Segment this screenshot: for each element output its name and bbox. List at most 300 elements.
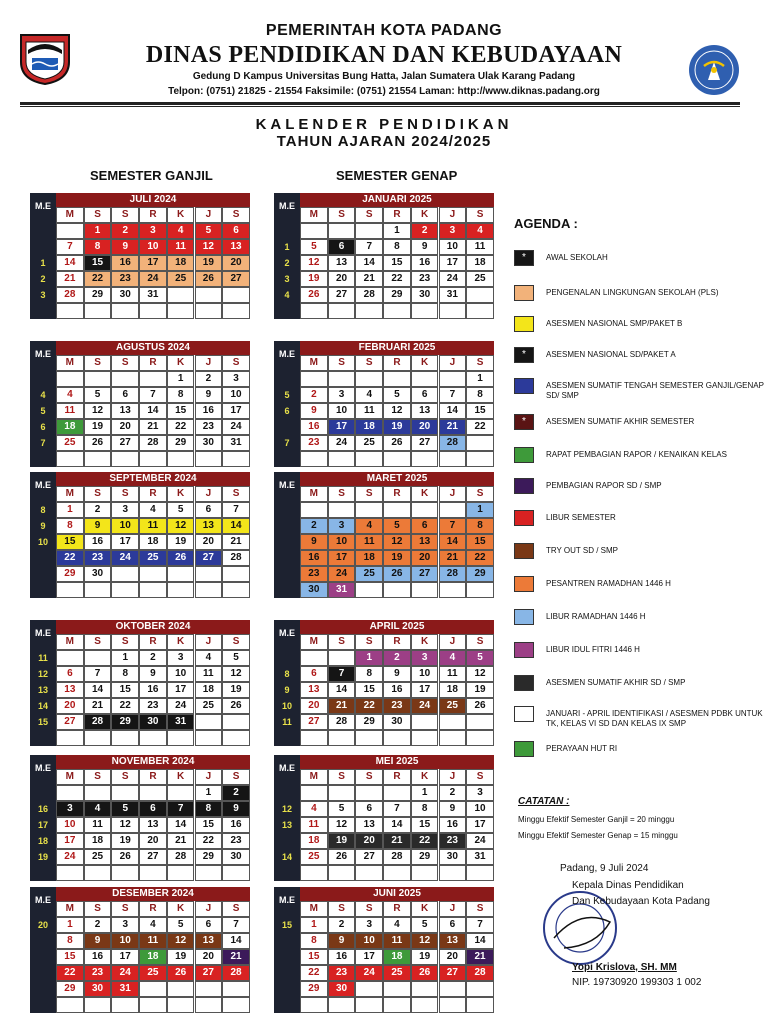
day-cell: 20 <box>56 698 84 714</box>
me-label: M.E <box>34 480 51 490</box>
weekday-header: S <box>466 769 494 785</box>
day-cell: 30 <box>139 714 167 730</box>
day-cell: 14 <box>139 403 167 419</box>
day-cell: 18 <box>56 419 84 435</box>
day-cell: 15 <box>195 817 223 833</box>
day-cell: 29 <box>355 714 383 730</box>
day-cell: 8 <box>355 666 383 682</box>
day-cell: 28 <box>56 287 84 303</box>
month-title: JULI 2024 <box>56 193 250 207</box>
weekday-header: M <box>300 207 328 223</box>
day-cell: 4 <box>439 650 467 666</box>
day-cell: 20 <box>439 949 467 965</box>
day-cell: 5 <box>383 387 411 403</box>
day-cell <box>56 730 84 746</box>
weekday-header: S <box>111 901 139 917</box>
weekday-header: J <box>195 769 223 785</box>
weekday-header: S <box>84 901 112 917</box>
day-cell: 5 <box>222 650 250 666</box>
effective-week-number: 4 <box>40 390 46 400</box>
day-cell: 11 <box>84 817 112 833</box>
weekday-header: K <box>411 207 439 223</box>
month-title: NOVEMBER 2024 <box>56 755 250 769</box>
day-cell: 13 <box>195 518 223 534</box>
day-cell: 1 <box>167 371 195 387</box>
day-cell <box>56 451 84 467</box>
agenda-color-swatch <box>514 378 534 394</box>
day-cell <box>411 997 439 1013</box>
day-cell: 28 <box>383 849 411 865</box>
day-cell: 15 <box>411 817 439 833</box>
day-cell: 22 <box>300 965 328 981</box>
day-cell <box>328 650 356 666</box>
day-cell: 14 <box>84 682 112 698</box>
day-cell <box>222 582 250 598</box>
day-cell: 11 <box>355 403 383 419</box>
weekday-header: M <box>300 901 328 917</box>
day-cell: 21 <box>328 698 356 714</box>
day-cell: 29 <box>195 849 223 865</box>
day-cell: 15 <box>466 403 494 419</box>
weekday-header: S <box>466 207 494 223</box>
day-cell: 9 <box>383 666 411 682</box>
day-cell: 21 <box>439 419 467 435</box>
day-cell: 12 <box>111 817 139 833</box>
day-cell <box>139 997 167 1013</box>
day-cell: 18 <box>355 550 383 566</box>
agenda-label: LIBUR IDUL FITRI 1446 H <box>546 645 640 654</box>
catatan-line: Minggu Efektif Semester Ganjil = 20 minggu <box>518 815 675 824</box>
day-cell: 22 <box>84 271 112 287</box>
day-cell <box>355 223 383 239</box>
weekday-header: S <box>466 486 494 502</box>
day-cell: 12 <box>195 239 223 255</box>
day-cell <box>56 997 84 1013</box>
agenda-label: PESANTREN RAMADHAN 1446 H <box>546 579 671 588</box>
day-cell <box>139 730 167 746</box>
day-cell: 21 <box>222 534 250 550</box>
effective-week-number: 10 <box>281 701 292 711</box>
day-cell: 17 <box>466 817 494 833</box>
day-cell: 10 <box>328 403 356 419</box>
day-cell: 15 <box>383 255 411 271</box>
day-cell: 17 <box>411 682 439 698</box>
day-cell: 2 <box>300 387 328 403</box>
day-cell <box>439 981 467 997</box>
day-cell <box>355 981 383 997</box>
weekday-header: R <box>139 355 167 371</box>
weekday-header: R <box>383 486 411 502</box>
weekday-header: K <box>167 355 195 371</box>
weekday-header: K <box>411 355 439 371</box>
day-cell: 30 <box>195 435 223 451</box>
semester-genap-heading: SEMESTER GENAP <box>336 168 458 183</box>
day-cell: 25 <box>195 698 223 714</box>
weekday-header: K <box>167 901 195 917</box>
day-cell: 2 <box>222 785 250 801</box>
day-cell <box>139 371 167 387</box>
day-cell: 17 <box>439 255 467 271</box>
day-cell: 27 <box>195 965 223 981</box>
day-cell: 7 <box>466 917 494 933</box>
day-cell: 31 <box>139 287 167 303</box>
day-cell: 31 <box>167 714 195 730</box>
day-cell <box>139 303 167 319</box>
day-cell: 4 <box>84 801 112 817</box>
day-cell: 22 <box>56 965 84 981</box>
effective-week-number: 15 <box>37 717 48 727</box>
day-cell: 5 <box>411 917 439 933</box>
me-column <box>30 620 56 746</box>
me-label: M.E <box>34 349 51 359</box>
month-oktober-2024 <box>30 620 250 746</box>
day-cell <box>84 730 112 746</box>
day-cell: 10 <box>111 933 139 949</box>
agenda-color-swatch: * <box>514 347 534 363</box>
weekday-header: M <box>300 769 328 785</box>
day-cell <box>411 730 439 746</box>
day-cell: 18 <box>167 255 195 271</box>
day-cell <box>300 997 328 1013</box>
day-cell: 2 <box>411 223 439 239</box>
day-cell: 20 <box>139 833 167 849</box>
agenda-color-swatch <box>514 576 534 592</box>
me-label: M.E <box>278 349 295 359</box>
day-cell <box>383 451 411 467</box>
day-cell: 26 <box>167 550 195 566</box>
day-cell: 25 <box>84 849 112 865</box>
day-cell: 24 <box>355 965 383 981</box>
day-cell: 9 <box>328 933 356 949</box>
month-agustus-2024 <box>30 341 250 467</box>
day-cell <box>466 303 494 319</box>
effective-week-number: 11 <box>282 717 292 727</box>
day-cell: 25 <box>355 566 383 582</box>
day-cell: 9 <box>84 933 112 949</box>
day-cell: 4 <box>355 518 383 534</box>
weekday-header: R <box>139 634 167 650</box>
me-column <box>274 472 300 598</box>
me-label: M.E <box>34 201 51 211</box>
agenda-label: PEMBAGIAN RAPOR SD / SMP <box>546 481 662 490</box>
day-cell <box>195 451 223 467</box>
weekday-header: K <box>167 207 195 223</box>
day-cell: 23 <box>195 419 223 435</box>
day-cell <box>300 451 328 467</box>
day-cell <box>439 371 467 387</box>
day-cell <box>355 303 383 319</box>
weekday-header: J <box>195 207 223 223</box>
weekday-header: M <box>300 634 328 650</box>
day-cell: 3 <box>167 650 195 666</box>
day-cell: 24 <box>328 435 356 451</box>
weekday-header: M <box>56 355 84 371</box>
day-cell: 14 <box>167 817 195 833</box>
day-cell: 25 <box>139 965 167 981</box>
day-cell <box>167 997 195 1013</box>
day-cell: 11 <box>466 239 494 255</box>
month-title: APRIL 2025 <box>300 620 494 634</box>
weekday-header: J <box>439 634 467 650</box>
effective-week-number: 6 <box>40 422 46 432</box>
weekday-header: S <box>355 207 383 223</box>
weekday-header: R <box>383 355 411 371</box>
letterhead <box>0 0 768 110</box>
weekday-header: S <box>111 355 139 371</box>
day-cell: 17 <box>56 833 84 849</box>
day-cell: 30 <box>383 714 411 730</box>
weekday-header: S <box>222 486 250 502</box>
day-cell: 3 <box>411 650 439 666</box>
day-cell: 27 <box>139 849 167 865</box>
day-cell: 1 <box>56 502 84 518</box>
day-cell: 25 <box>383 965 411 981</box>
day-cell <box>466 582 494 598</box>
day-cell: 14 <box>56 255 84 271</box>
day-cell: 1 <box>84 223 112 239</box>
day-cell <box>466 997 494 1013</box>
effective-week-number: 19 <box>37 852 48 862</box>
weekday-header: M <box>56 486 84 502</box>
day-cell: 5 <box>167 917 195 933</box>
day-cell: 4 <box>383 917 411 933</box>
day-cell: 5 <box>328 801 356 817</box>
weekday-header: R <box>139 901 167 917</box>
day-cell: 18 <box>383 949 411 965</box>
day-cell <box>195 566 223 582</box>
day-cell: 12 <box>466 666 494 682</box>
day-cell: 25 <box>466 271 494 287</box>
day-cell: 7 <box>167 801 195 817</box>
day-cell: 26 <box>411 965 439 981</box>
effective-week-number: 2 <box>40 274 46 284</box>
day-cell: 28 <box>439 566 467 582</box>
day-cell: 7 <box>383 801 411 817</box>
day-cell: 25 <box>439 698 467 714</box>
day-cell: 22 <box>111 698 139 714</box>
day-cell <box>383 371 411 387</box>
day-cell: 26 <box>300 287 328 303</box>
day-cell: 21 <box>466 949 494 965</box>
agenda-label: ASESMEN SUMATIF AKHIR SD / SMP <box>546 678 686 687</box>
day-cell: 23 <box>328 965 356 981</box>
agenda-label: ASESMEN NASIONAL SMP/PAKET B <box>546 319 683 328</box>
day-cell: 16 <box>222 817 250 833</box>
day-cell <box>84 997 112 1013</box>
day-cell: 5 <box>84 387 112 403</box>
agenda-label: AWAL SEKOLAH <box>546 253 608 262</box>
agenda-color-swatch <box>514 285 534 301</box>
day-cell: 3 <box>355 917 383 933</box>
day-cell: 1 <box>383 223 411 239</box>
agenda-color-swatch <box>514 316 534 332</box>
day-cell: 12 <box>411 933 439 949</box>
day-cell <box>411 502 439 518</box>
day-cell: 25 <box>355 435 383 451</box>
day-cell <box>355 502 383 518</box>
day-cell: 16 <box>383 682 411 698</box>
day-cell: 10 <box>411 666 439 682</box>
agenda-label: LIBUR SEMESTER <box>546 513 616 522</box>
weekday-header: R <box>383 634 411 650</box>
day-cell: 30 <box>84 566 112 582</box>
day-cell: 31 <box>439 287 467 303</box>
day-cell: 14 <box>466 933 494 949</box>
day-cell: 7 <box>222 502 250 518</box>
day-cell: 20 <box>411 550 439 566</box>
day-cell: 23 <box>222 833 250 849</box>
day-cell: 9 <box>84 518 112 534</box>
day-cell <box>439 303 467 319</box>
day-cell: 26 <box>466 698 494 714</box>
day-cell <box>111 566 139 582</box>
me-column <box>274 620 300 746</box>
day-cell: 23 <box>84 550 112 566</box>
weekday-header: K <box>411 769 439 785</box>
day-cell <box>56 371 84 387</box>
effective-week-number: 12 <box>281 804 292 814</box>
effective-week-number: 12 <box>37 669 48 679</box>
day-cell: 7 <box>439 518 467 534</box>
day-cell: 25 <box>167 271 195 287</box>
day-cell <box>139 981 167 997</box>
me-column <box>274 341 300 467</box>
day-cell: 30 <box>439 849 467 865</box>
effective-week-number: 7 <box>284 438 290 448</box>
department-address: Gedung D Kampus Universitas Bung Hatta, Jalan Sumatera Ulak Karang Padang <box>192 71 576 82</box>
agenda-color-swatch <box>514 609 534 625</box>
day-cell: 17 <box>328 419 356 435</box>
day-cell <box>167 981 195 997</box>
day-cell: 22 <box>56 550 84 566</box>
day-cell: 30 <box>300 582 328 598</box>
day-cell: 7 <box>222 917 250 933</box>
day-cell: 10 <box>466 801 494 817</box>
day-cell: 10 <box>56 817 84 833</box>
day-cell: 30 <box>411 287 439 303</box>
day-cell: 18 <box>466 255 494 271</box>
day-cell: 3 <box>139 223 167 239</box>
day-cell: 31 <box>328 582 356 598</box>
day-cell: 29 <box>56 981 84 997</box>
effective-week-number: 8 <box>40 505 46 515</box>
day-cell: 8 <box>56 518 84 534</box>
day-cell <box>466 714 494 730</box>
agenda-label: PENGENALAN LINGKUNGAN SEKOLAH (PLS) <box>546 288 719 297</box>
agenda-title: AGENDA : <box>514 216 578 231</box>
weekday-header: S <box>84 486 112 502</box>
day-cell: 10 <box>439 239 467 255</box>
day-cell: 19 <box>84 419 112 435</box>
day-cell: 18 <box>195 682 223 698</box>
day-cell <box>466 981 494 997</box>
effective-week-number: 1 <box>284 242 290 252</box>
day-cell: 19 <box>328 833 356 849</box>
day-cell: 29 <box>84 287 112 303</box>
day-cell: 24 <box>111 965 139 981</box>
day-cell: 19 <box>167 534 195 550</box>
effective-week-number: 3 <box>40 290 46 300</box>
day-cell: 21 <box>355 271 383 287</box>
day-cell <box>411 371 439 387</box>
day-cell <box>328 303 356 319</box>
weekday-header: S <box>355 486 383 502</box>
day-cell <box>222 997 250 1013</box>
month-title: MEI 2025 <box>300 755 494 769</box>
agenda-color-swatch <box>514 706 534 722</box>
day-cell: 1 <box>111 650 139 666</box>
day-cell <box>84 650 112 666</box>
agenda-label: PERAYAAN HUT RI <box>546 744 618 753</box>
effective-week-number: 16 <box>37 804 48 814</box>
month-title: OKTOBER 2024 <box>56 620 250 634</box>
day-cell: 2 <box>139 650 167 666</box>
day-cell: 17 <box>355 949 383 965</box>
day-cell: 24 <box>411 698 439 714</box>
day-cell: 11 <box>56 403 84 419</box>
day-cell <box>222 730 250 746</box>
day-cell: 12 <box>167 518 195 534</box>
day-cell <box>383 997 411 1013</box>
effective-week-number: 7 <box>40 438 46 448</box>
day-cell: 13 <box>411 403 439 419</box>
day-cell: 18 <box>84 833 112 849</box>
day-cell: 15 <box>300 949 328 965</box>
day-cell: 12 <box>328 817 356 833</box>
day-cell <box>355 582 383 598</box>
day-cell: 28 <box>222 550 250 566</box>
day-cell: 29 <box>466 566 494 582</box>
day-cell: 24 <box>56 849 84 865</box>
day-cell: 2 <box>383 650 411 666</box>
weekday-header: R <box>139 207 167 223</box>
day-cell: 13 <box>222 239 250 255</box>
day-cell: 5 <box>466 650 494 666</box>
day-cell <box>466 435 494 451</box>
day-cell <box>439 730 467 746</box>
day-cell: 29 <box>300 981 328 997</box>
day-cell: 12 <box>383 403 411 419</box>
day-cell: 1 <box>300 917 328 933</box>
day-cell: 31 <box>466 849 494 865</box>
day-cell: 29 <box>56 566 84 582</box>
day-cell <box>439 451 467 467</box>
day-cell: 29 <box>411 849 439 865</box>
day-cell <box>56 582 84 598</box>
day-cell: 25 <box>300 849 328 865</box>
day-cell: 14 <box>383 817 411 833</box>
day-cell: 19 <box>167 949 195 965</box>
day-cell <box>439 582 467 598</box>
day-cell: 23 <box>439 833 467 849</box>
weekday-header: S <box>111 634 139 650</box>
day-cell: 19 <box>383 419 411 435</box>
month-title: AGUSTUS 2024 <box>56 341 250 355</box>
day-cell: 30 <box>111 287 139 303</box>
agenda-label: ASESMEN NASIONAL SD/PAKET A <box>546 350 676 359</box>
day-cell <box>328 997 356 1013</box>
day-cell: 3 <box>466 785 494 801</box>
day-cell <box>300 730 328 746</box>
weekday-header: M <box>300 486 328 502</box>
day-cell <box>111 730 139 746</box>
day-cell: 6 <box>111 387 139 403</box>
day-cell <box>56 650 84 666</box>
day-cell: 24 <box>222 419 250 435</box>
day-cell <box>439 865 467 881</box>
day-cell: 3 <box>328 518 356 534</box>
effective-week-number: 5 <box>40 406 46 416</box>
